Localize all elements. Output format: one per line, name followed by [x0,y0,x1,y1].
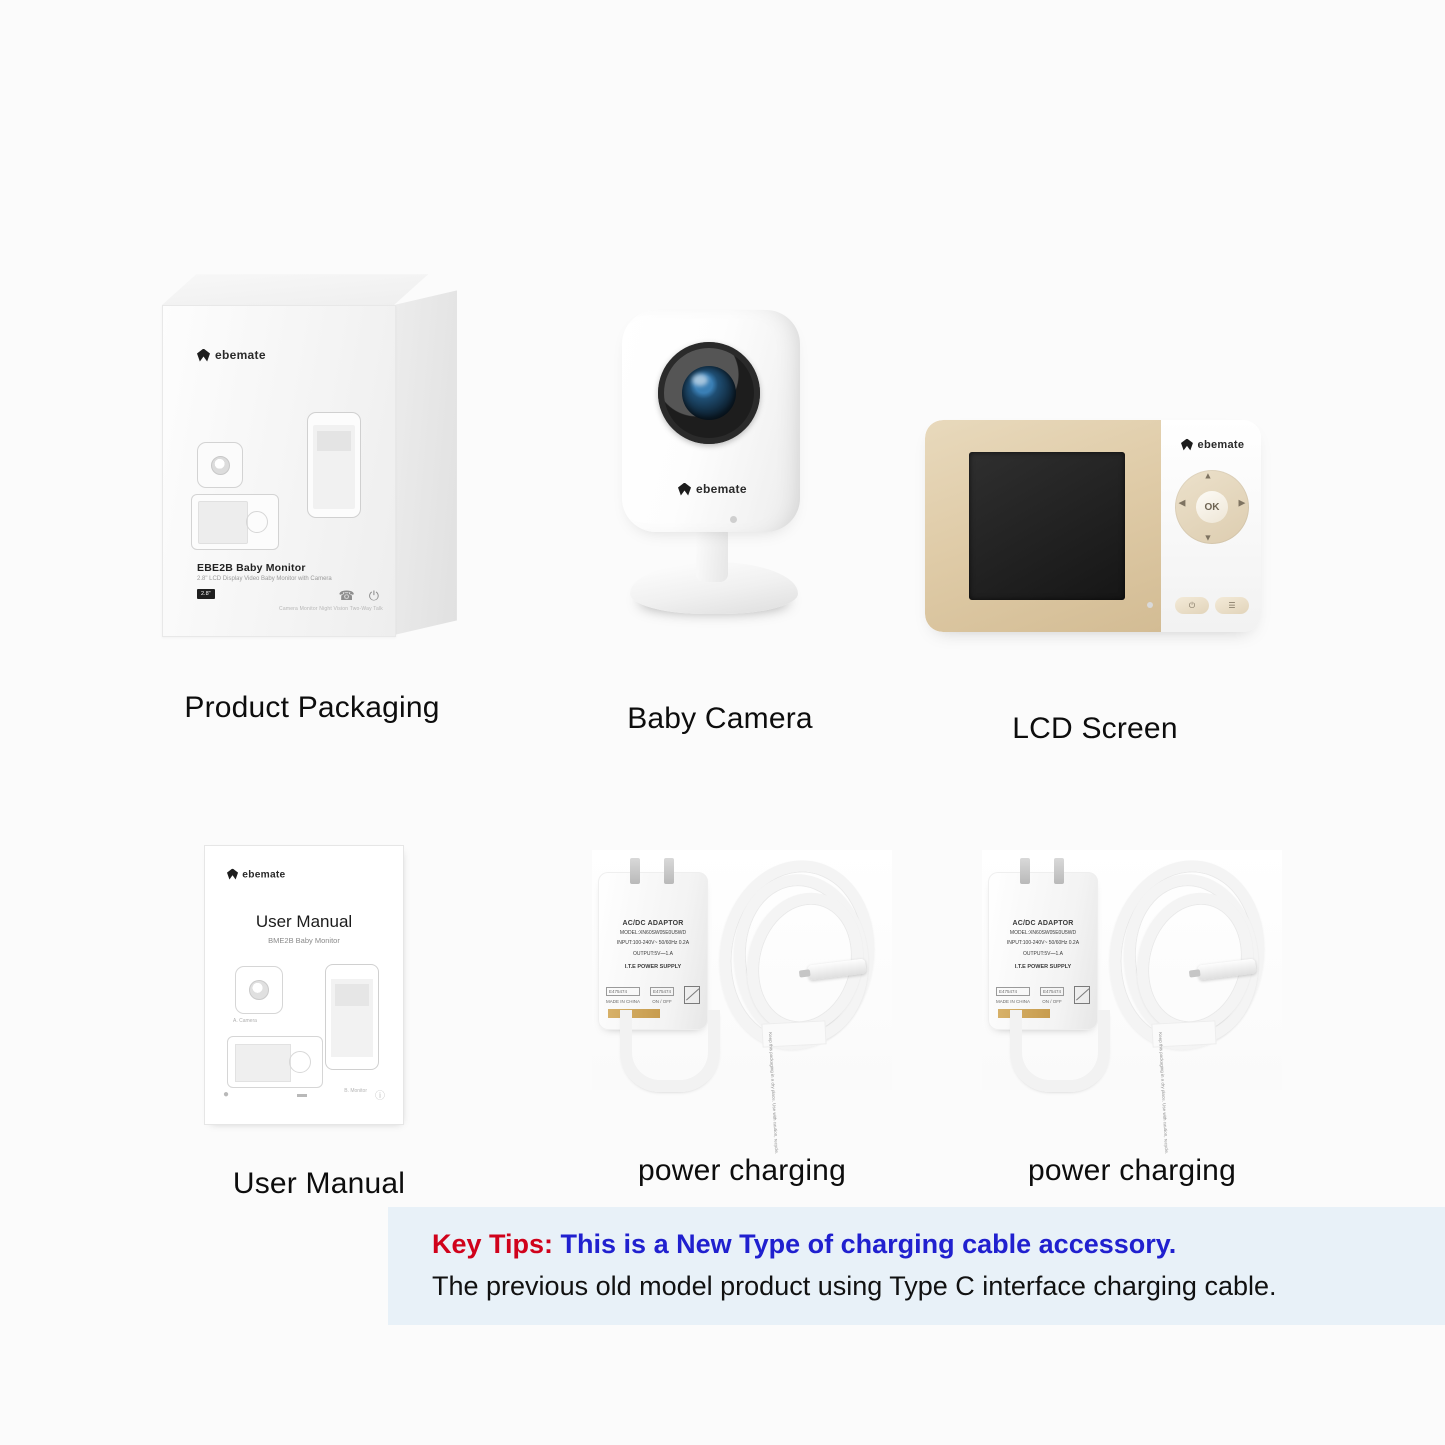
wifi-icon: ● [223,1089,230,1100]
lcd-dpad[interactable]: ▲ ▼ ◀ ▶ OK [1175,470,1249,544]
adapter-output-cord [1010,1010,1110,1092]
plug-prong-right [1054,858,1064,884]
manual-brand-text: ebemate [242,868,286,880]
dpad-ok-button[interactable]: OK [1196,491,1228,523]
box-feature-note: Camera Monitor Night Vision Two-Way Talk [279,606,383,612]
camera-illustration [590,300,850,660]
manual-art-phone-screen [331,979,373,1057]
caption-product-packaging: Product Packaging [184,691,440,724]
key-tips-line-1 [432,1224,1445,1265]
adapter-cert-note: ON / OFF [1042,999,1062,1004]
caption-lcd-screen: LCD Screen [1012,712,1178,745]
cable-tie-label: Keep this packaging in a dry place. Use with caution, recycle. [1151,1020,1216,1047]
box-feature-icons [339,588,380,604]
caption-power-charging-1: power charging [638,1154,846,1187]
ac-dc-adapter-body [988,872,1098,1030]
cert-code-right: E475474 [1040,987,1064,996]
camera-brand-text: ebemate [696,482,747,496]
lcd-brand-logo [1181,438,1244,451]
key-tips-line-2: The previous old model product using Type C interface charging cable. [432,1270,1277,1301]
manual-brand-logo [227,868,285,880]
ebemate-logo-icon [678,483,691,496]
caption-baby-camera: Baby Camera [627,702,813,735]
camera-microphone-dot [730,516,737,523]
box-top-face [162,274,428,305]
box-artwork [191,406,367,556]
manual-art-monitor-screen [235,1044,291,1082]
battery-icon: ▬ [297,1089,308,1100]
lcd-menu-button[interactable]: ☰ [1215,597,1249,614]
gallery-item-power-charging-1 [592,850,892,1188]
lcd-power-button[interactable]: ⏻ [1175,597,1209,614]
manual-title: User Manual [255,912,353,931]
adapter-label-block [995,920,1091,970]
key-tips-label: Key Tips: [432,1229,554,1260]
adapter-output: OUTPUT:5V⎯⎯1.A [632,950,673,957]
cable-coil [704,854,884,1155]
manual-art-monitor-icon [227,1036,323,1088]
camera-brand-logo [678,482,747,496]
gallery-item-user-manual [204,845,434,1201]
manual-subtitle: BME2B Baby Monitor [268,936,340,945]
adapter-cert-note: ON / OFF [652,999,672,1004]
box-art-monitor-icon [191,494,279,550]
ac-dc-adapter-body [598,872,708,1030]
key-tips-text: This is a New Type of charging cable accessory. [553,1229,1177,1260]
manual-art-monitor-dpad [289,1051,311,1073]
adapter-input: INPUT:100-240V~ 50/60Hz 0.2A [616,940,690,947]
box-brand-text: ebemate [215,348,266,362]
plug-prong-left [1020,858,1030,884]
cert-code-left: E475474 [996,987,1030,996]
manual-art-phone-icon [325,964,379,1070]
packaging-illustration [162,275,462,635]
caption-user-manual: User Manual [232,1167,406,1200]
adapter-output: OUTPUT:5V⎯⎯1.A [1022,950,1063,957]
adapter-psu-line: I.T.E POWER SUPPLY [624,963,682,970]
gallery-item-product-packaging [162,275,462,725]
lcd-control-panel [1161,420,1261,632]
box-art-monitor-screen [198,501,248,544]
adapter-psu-line: I.T.E POWER SUPPLY [1014,963,1072,970]
box-art-monitor-dpad [246,511,268,533]
lcd-brand-text: ebemate [1197,438,1245,451]
cable-coil [1094,854,1274,1155]
box-subtitle-text: 2.8" LCD Display Video Baby Monitor with Camera [197,576,332,582]
adapter-illustration-1 [592,850,892,1155]
manual-art-phone-label: B. Monitor [344,1088,367,1094]
adapter-model: MODEL:XN60SW05E0U5WD [1009,930,1077,936]
box-art-camera-icon [197,442,243,488]
box-size-badge: 2.8" [197,589,215,599]
box-model-text: EBE2B Baby Monitor [197,562,306,574]
manual-art-camera-icon [235,966,283,1014]
ebemate-logo-icon [197,349,210,362]
gallery-item-lcd-screen [925,360,1265,746]
key-tips-panel [388,1207,1445,1325]
weee-bin-icon [684,986,700,1004]
manual-icon-row [223,1087,385,1102]
adapter-output-cord [620,1010,720,1092]
plug-prong-left [630,858,640,884]
cable-tie-label: Keep this packaging in a dry place. Use with caution, recycle. [761,1020,826,1047]
adapter-label-block [605,920,701,970]
ebemate-logo-icon [1181,438,1193,450]
adapter-illustration-2 [982,850,1282,1155]
caption-power-charging-2: power charging [1028,1154,1236,1187]
manual-art-camera-label: A. Camera [233,1018,257,1024]
phone-icon: ☎ [338,588,355,603]
cert-code-left: E475474 [606,987,640,996]
ebemate-logo-icon [227,868,238,879]
gallery-item-power-charging-2 [982,850,1282,1188]
camera-body [622,310,800,532]
camera-neck [696,526,728,582]
lcd-illustration [925,360,1265,720]
manual-cover [204,845,404,1125]
box-side-face [394,290,457,635]
info-icon: ⓘ [374,1091,385,1102]
lcd-monitor-body [925,420,1261,632]
manual-illustration [204,845,434,1145]
adapter-certification-row [996,986,1090,1004]
weee-bin-icon [1074,986,1090,1004]
power-icon: ⏻ [368,588,379,603]
box-brand-logo [197,348,266,362]
adapter-made-in: MADE IN CHINA [606,999,641,1004]
adapter-made-in: MADE IN CHINA [996,999,1031,1004]
adapter-model: MODEL:XN60SW05E0U5WD [619,930,687,936]
camera-lens-icon [682,366,736,420]
box-art-phone-icon [307,412,361,518]
lcd-front-bezel [925,420,1161,632]
camera-lens-ring [658,342,760,444]
plug-prong-right [664,858,674,884]
box-art-phone-screen [313,425,355,509]
lcd-status-led [1147,602,1153,608]
cert-code-right: E475474 [650,987,674,996]
box-front-face [162,305,396,637]
manual-artwork [223,962,385,1092]
adapter-title: AC/DC ADAPTOR [1012,920,1074,927]
adapter-title: AC/DC ADAPTOR [622,920,684,927]
adapter-input: INPUT:100-240V~ 50/60Hz 0.2A [1006,940,1080,947]
lcd-display-screen [969,452,1125,600]
gallery-item-baby-camera [590,300,850,736]
adapter-certification-row [606,986,700,1004]
